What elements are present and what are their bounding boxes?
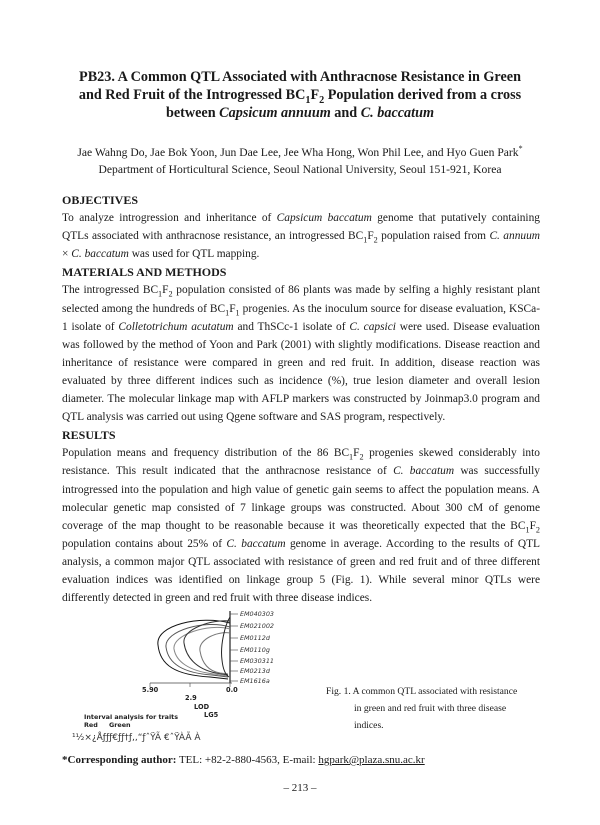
marker-label: EM0112d [240, 634, 270, 642]
caption-line-2: in green and red fruit with three disease [354, 703, 507, 714]
author-names: Jae Wahng Do, Jae Bok Yoon, Jun Dae Lee, Jee Wha Hong, Won Phil Lee, and Hyo Guen Park* [77, 144, 523, 159]
figure-legend [84, 713, 178, 729]
lod-tick-mid: 2.9 [185, 694, 197, 702]
caption-line-1: Fig. 1. A common QTL associated with resistance [326, 686, 518, 697]
methods-heading: MATERIALS AND METHODS [62, 265, 227, 280]
legend-entries: Red Green [84, 721, 131, 729]
paper-title [40, 68, 560, 122]
interval-title: Interval analysis for traits [84, 713, 179, 721]
objectives-heading: OBJECTIVES [62, 193, 139, 207]
caption-line-3: indices. [354, 720, 384, 731]
lod-tick-max: 5.90 [142, 686, 159, 694]
marker-label: EM1616a [240, 677, 270, 685]
results-heading: RESULTS [62, 428, 116, 443]
marker-label: EM030311 [240, 657, 274, 665]
objectives-paragraph: To analyze introgression and inheritance of Capsicum baccatum genome that putatively containing QTLs associated with anthracnose resistance, an introgressed $BC_1F_2$ population raised from C. annuum × C. baccatum was used for QTL mapping. [62, 212, 541, 261]
title-line-1: PB23. A Common QTL Associated with Anthracnose Resistance in Green [79, 69, 521, 85]
author-block [40, 140, 560, 178]
title-line-3: between Capsicum annuum and C. baccatum [165, 105, 435, 121]
lod-axis-label: LOD [194, 703, 210, 711]
garbled-figure-text: ¹½×¿Åƒƒƒ€ƒƒ†ƒ,,“ƒˆŸÃ €ˆŸÀÃ À [72, 733, 201, 743]
author-affiliation: Department of Horticultural Science, Seoul National University, Seoul 151-921, Korea [98, 162, 502, 176]
corresponding-author: *Corresponding author: TEL: +82-2-880-4563, E-mail: hgpark@plaza.snu.ac.kr [62, 754, 425, 766]
marker-label: EM0213d [240, 667, 270, 675]
paper-body [62, 191, 540, 607]
marker-label: EM021002 [240, 622, 274, 630]
results-paragraph: Population means and frequency distribution of the 86 $BC_1F_2$ progenies skewed considerably into resistance. This result indicated that the anthracnose resistance of C. baccatum was successfully introgressed into the population and high value of genetic gain seems to affect the population means. A molecular genetic map consisted of 7 linkage groups was constructed. About 300 cM of genome coverage of the map thought to be reasonable because it was theoretically expected that the $BC_1F_2$ population contains about 25% of C. baccatum genome in average. According to the results of QTL analysis, a common major QTL associated with resistance of green and red fruit and of three different evaluation indices was identified on linkage group 5 (Fig. 1). While several minor QTLs were differently detected in green and red fruit with three disease indices. [62, 447, 540, 605]
linkage-group-label: LG5 [204, 711, 219, 719]
title-line-2: and Red Fruit of the Introgressed $BC_1F_2$ Population derived from a cross [78, 87, 522, 106]
lod-tick-zero: 0.0 [226, 686, 238, 694]
figure-caption [326, 683, 536, 734]
methods-paragraph: The introgressed $BC_1F_2$ population consisted of 86 plants was made by selfing a highly resistant plant selected among the hundreds of $BC_1F_1$ progenies. As the inoculum source for disease evaluation, KSCa-1 isolate of Colletotrichum acutatum and ThSCc-1 isolate of C. capsici were used. Disease evaluation was followed by the method of Yoon and Park (2001) with slightly modifications. Disease reaction and inheritance of resistance were compared in green and red fruit. In addition, disease reaction was evaluated by three different indices such as incidence (%), true lesion diameter and overall lesion diameter. The molecular linkage map with AFLP markers was constructed by Joinmap3.0 program and QTL analysis was carried out using Qgene software and SAS program, respectively. [62, 284, 541, 424]
marker-label: EM0110g [240, 646, 270, 654]
email-link[interactable]: hgpark@plaza.snu.ac.kr [318, 754, 425, 766]
page-number: – 213 – [283, 782, 317, 794]
marker-label: EM040303 [240, 610, 274, 618]
